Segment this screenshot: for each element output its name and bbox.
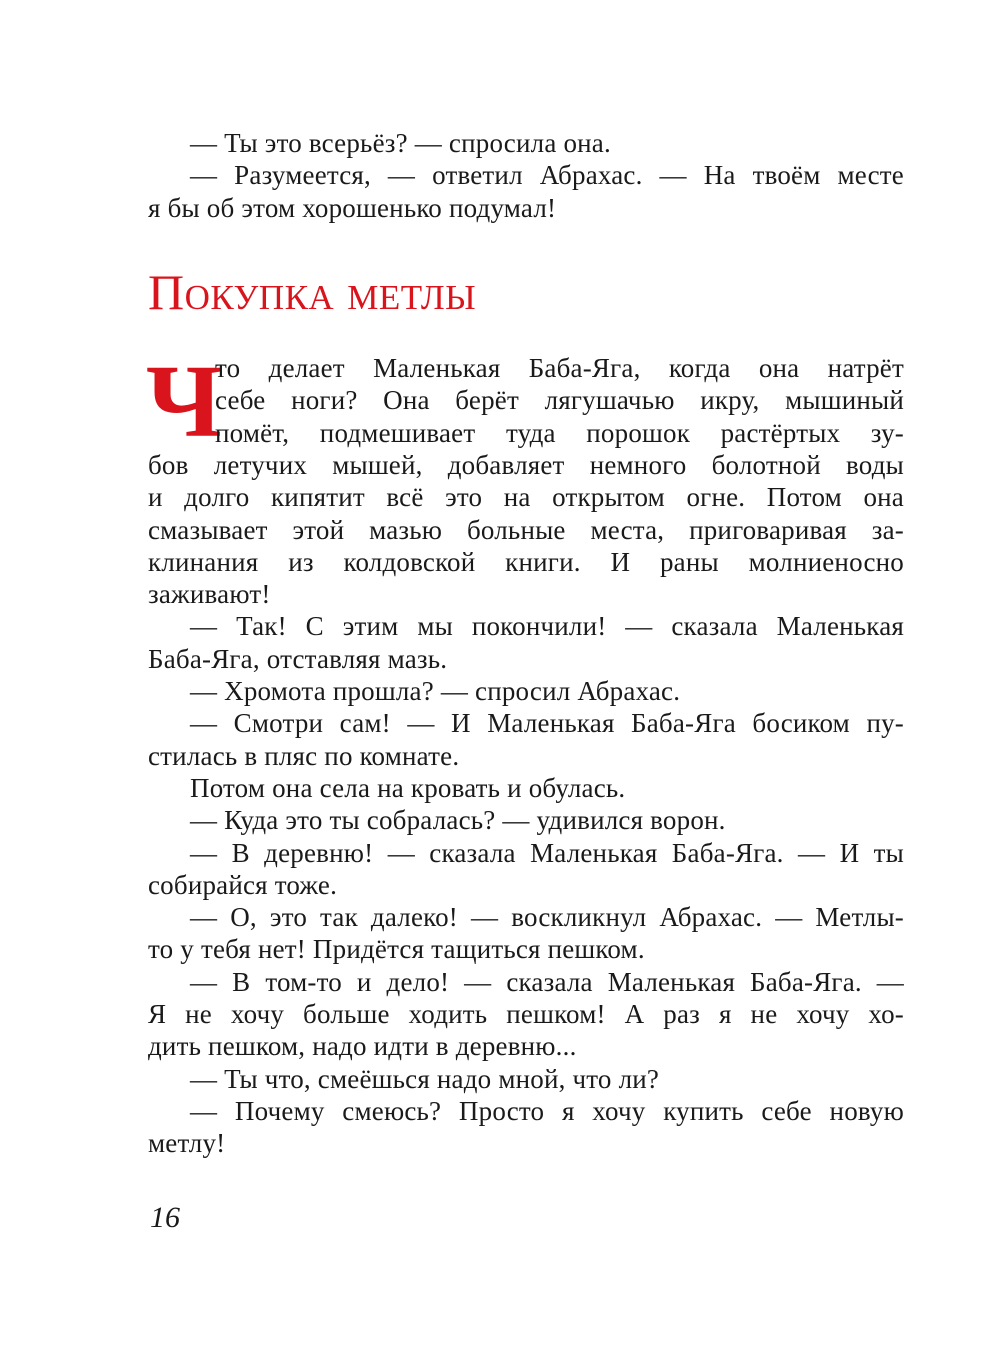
body-line-14: Потом она села на кровать и обулась. (190, 773, 626, 803)
body-line-23: — Ты что, смеёшься надо мной, что ли? (190, 1064, 660, 1094)
body-line-7: клинания из колдовской книги. И раны молниеносно (148, 547, 904, 577)
intro-line-1: — Ты это всерьёз? — спросила она. (190, 128, 611, 158)
body-line-10: Баба-Яга, отставляя мазь. (148, 644, 448, 674)
drop-cap: Ч (146, 344, 223, 459)
body-line-22: дить пешком, надо идти в деревню... (148, 1031, 577, 1061)
body-line-2: себе ноги? Она берёт лягушачью икру, мышиный (215, 385, 904, 415)
body-line-9: — Так! С этим мы покончили! — сказала Маленькая (190, 611, 904, 641)
body-line-4: бов летучих мышей, добавляет немного болотной воды (148, 450, 904, 480)
body-line-3: помёт, подмешивает туда порошок растёртых зу- (215, 418, 904, 448)
body-line-17: собирайся тоже. (148, 870, 338, 900)
body-line-13: стилась в пляс по комнате. (148, 741, 460, 771)
body-line-1: то делает Маленькая Баба-Яга, когда она натрёт (215, 353, 904, 383)
body-line-24: — Почему смеюсь? Просто я хочу купить себе новую (190, 1096, 904, 1126)
body-line-18: — О, это так далеко! — воскликнул Абрахас. — Метлы- (190, 902, 904, 932)
body-line-5: и долго кипятит всё это на открытом огне. Потом она (148, 482, 904, 512)
body-line-19: то у тебя нет! Придётся тащиться пешком. (148, 934, 645, 964)
body-line-16: — В деревню! — сказала Маленькая Баба-Яга. — И ты (190, 838, 904, 868)
chapter-title: Покупка метлы (148, 264, 477, 320)
body-line-6: смазывает этой мазью больные места, приговаривая за- (148, 515, 904, 545)
body-line-12: — Смотри сам! — И Маленькая Баба-Яга босиком пу- (190, 708, 904, 738)
body-line-21: Я не хочу больше ходить пешком! А раз я не хочу хо- (148, 999, 904, 1029)
intro-line-3: я бы об этом хорошенько подумал! (148, 193, 557, 223)
body-line-11: — Хромота прошла? — спросил Абрахас. (190, 676, 681, 706)
page-number: 16 (150, 1201, 180, 1234)
body-line-15: — Куда это ты собралась? — удивился ворон. (190, 805, 726, 835)
body-line-20: — В том-то и дело! — сказала Маленькая Баба-Яга. — (190, 967, 904, 997)
intro-line-2: — Разумеется, — ответил Абрахас. — На твоём месте (190, 160, 904, 190)
body-line-8: заживают! (148, 579, 271, 609)
body-line-25: метлу! (148, 1128, 226, 1158)
